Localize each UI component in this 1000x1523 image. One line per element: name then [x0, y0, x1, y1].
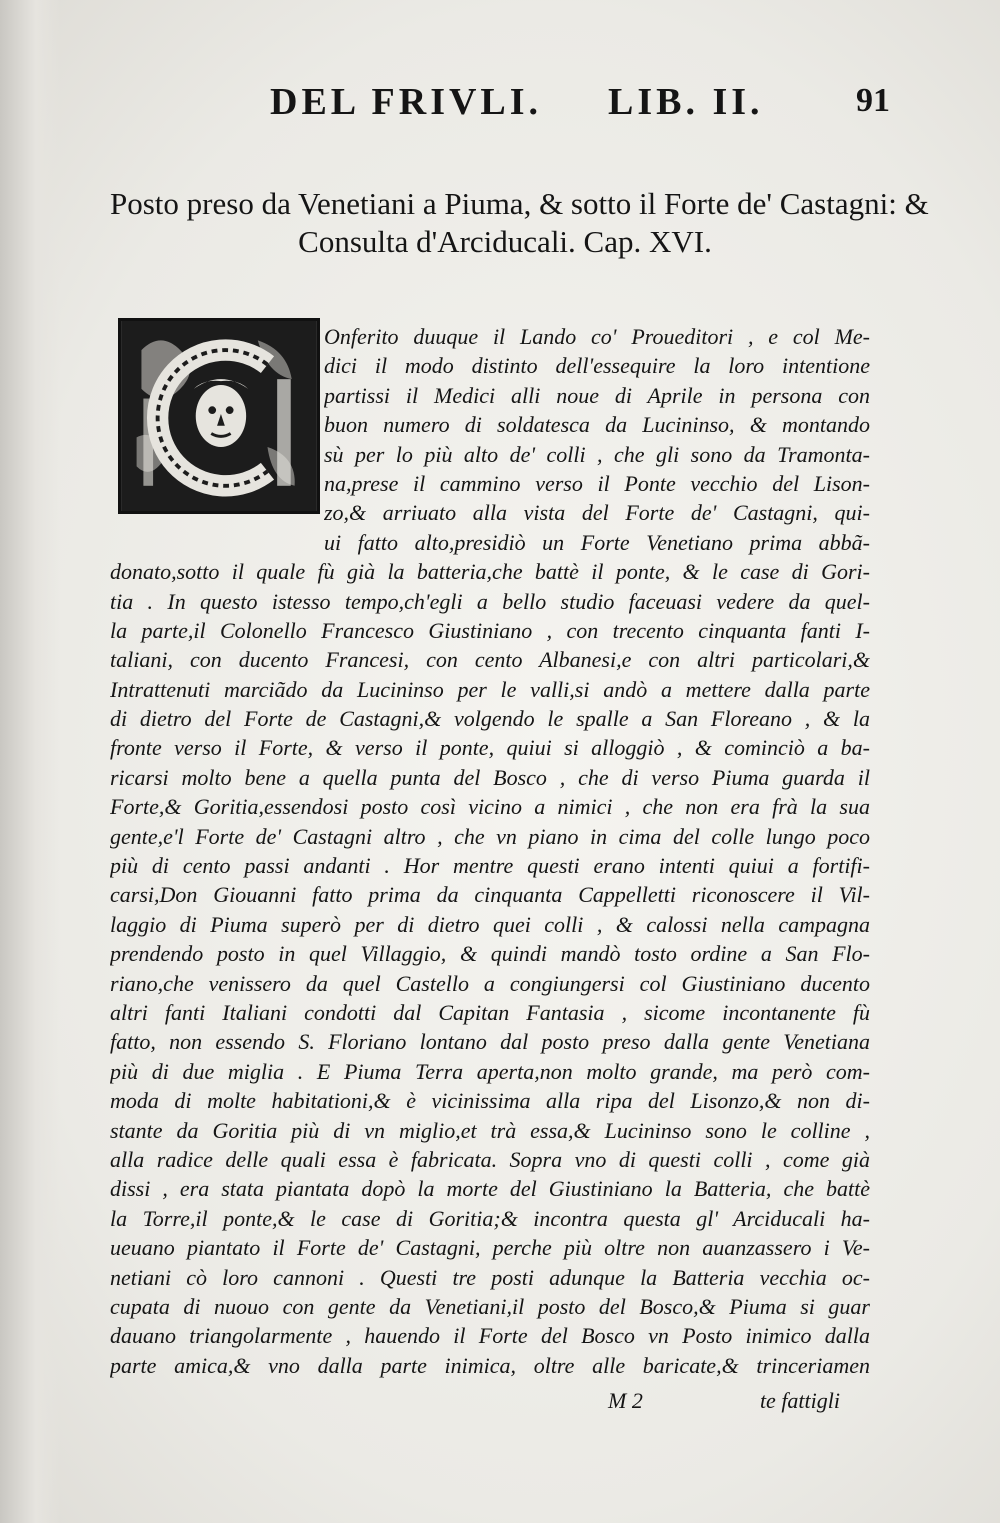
text-line: zo,& arriuato alla vista del Forte de' Castagni, qui- — [324, 500, 870, 526]
text-line: gente,e'l Forte de' Castagni altro , che vn piano in cima del colle lungo poco — [110, 823, 870, 849]
signature-mark: M 2 — [608, 1388, 643, 1413]
text-line: dauano triangolarmente , hauendo il Forte del Bosco vn Posto inimico dalla — [110, 1323, 870, 1349]
text-line: Intrattenuti marciãdo da Lucininso per le valli,si andò a mettere dalla parte — [110, 676, 870, 702]
text-line: Onferito duuque il Lando co' Proueditori , e col Me- — [324, 324, 870, 349]
text-line: di dietro del Forte de Castagni,& volgendo le spalle a San Floreano , & la — [110, 706, 870, 732]
text-line: donato,sotto il quale fù già la batteria,che battè il ponte, & le case di Gori- — [110, 559, 870, 585]
text-line: stante da Goritia più di vn miglio,et trà essa,& Lucininso sono le colline , — [110, 1117, 870, 1143]
text-line: carsi,Don Giouanni fatto prima da cinquanta Cappelletti riconoscere il Vil- — [110, 882, 870, 908]
catchword: te fattigli — [759, 1388, 840, 1413]
text-line: laggio di Piuma superò per di dietro quei colli , & calossi nella campagna — [110, 911, 870, 937]
text-line: netiani cò loro cannoni . Questi tre posti adunque la Batteria vecchia oc- — [110, 1264, 870, 1290]
text-line: la Torre,il ponte,& le case di Goritia;& incontra questa gl' Arciducali ha- — [110, 1205, 870, 1231]
chapter-heading — [110, 185, 929, 261]
text-line: la parte,il Colonello Francesco Giustiniano , con trecento cinquanta fanti I- — [110, 617, 870, 643]
text-line: buon numero di soldatesca da Lucininso, & montando — [324, 412, 870, 438]
page-footer — [110, 1388, 870, 1418]
text-line: Forte,& Goritia,essendosi posto così vicino a nimici , che non era frà la sua — [110, 794, 870, 820]
text-line: na,prese il cammino verso il Ponte vecchio del Lison- — [324, 470, 870, 496]
text-line: dici il modo distinto dell'essequire la loro intentione — [324, 353, 870, 379]
text-line: ricarsi molto bene a quella punta del Bosco , che di verso Piuma guarda il — [110, 764, 870, 790]
text-line: cupata di nuouo con gente da Venetiani,il posto del Bosco,& Piuma si guar — [110, 1293, 870, 1319]
chapter-heading-line-1: Posto preso da Venetiani a Piuma, & sotto il Forte de' Castagni: & — [110, 186, 929, 221]
running-head-book: LIB. II. — [608, 81, 764, 123]
text-line: ueuano piantato il Forte de' Castagni, perche più oltre non auanzassero i Ve- — [110, 1235, 870, 1261]
page-number: 91 — [856, 82, 890, 119]
text-line: ui fatto alto,presidiò un Forte Venetiano prima abbã- — [324, 529, 870, 555]
running-head-title: DEL FRIVLI. — [270, 81, 543, 123]
text-line: tia . In questo istesso tempo,ch'egli a bello studio faceuasi vedere da quel- — [110, 588, 870, 614]
text-line: prendendo posto in quel Villaggio, & quindi mandò tosto ordine a San Flo- — [110, 941, 870, 967]
text-line: partissi il Medici alli noue di Aprile in persona con — [324, 382, 870, 408]
text-line: taliani, con ducento Francesi, con cento Albanesi,e con altri particolari,& — [110, 647, 870, 673]
text-line: fatto, non essendo S. Floriano lontano dal posto preso dalla gente Venetiana — [110, 1029, 870, 1055]
text-line: dissi , era stata piantata dopò la morte del Giustiniano la Batteria, che battè — [110, 1176, 870, 1202]
text-line: sù per lo più alto de' colli , che gli sono da Tramonta- — [324, 441, 870, 467]
text-line: più di due miglia . E Piuma Terra aperta,non molto grande, ma però com- — [110, 1058, 870, 1084]
gutter-shadow — [0, 0, 60, 1523]
text-line: fronte verso il Forte, & verso il ponte, quiui si alloggiò , & cominciò a ba- — [110, 735, 870, 761]
text-line: alla radice delle quali essa è fabricata. Sopra vno di questi colli , come già — [110, 1146, 870, 1172]
running-head — [270, 80, 890, 123]
text-line: riano,che venissero da quel Castello a congiungersi col Giustiniano ducento — [110, 970, 870, 996]
body-text — [110, 322, 870, 1380]
text-line: altri fanti Italiani condotti dal Capitan Fantasia , sicome incontanente fù — [110, 999, 870, 1025]
chapter-heading-line-2: Consulta d'Arciducali. Cap. XVI. — [298, 224, 712, 259]
text-line: parte amica,& vno dalla parte inimica, oltre alle baricate,& trinceriamen — [110, 1352, 870, 1378]
text-line: moda di molte habitationi,& è vicinissima alla ripa del Lisonzo,& non di- — [110, 1088, 870, 1114]
text-line: più di cento passi andanti . Hor mentre questi erano intenti quiui a fortifi- — [110, 853, 870, 879]
